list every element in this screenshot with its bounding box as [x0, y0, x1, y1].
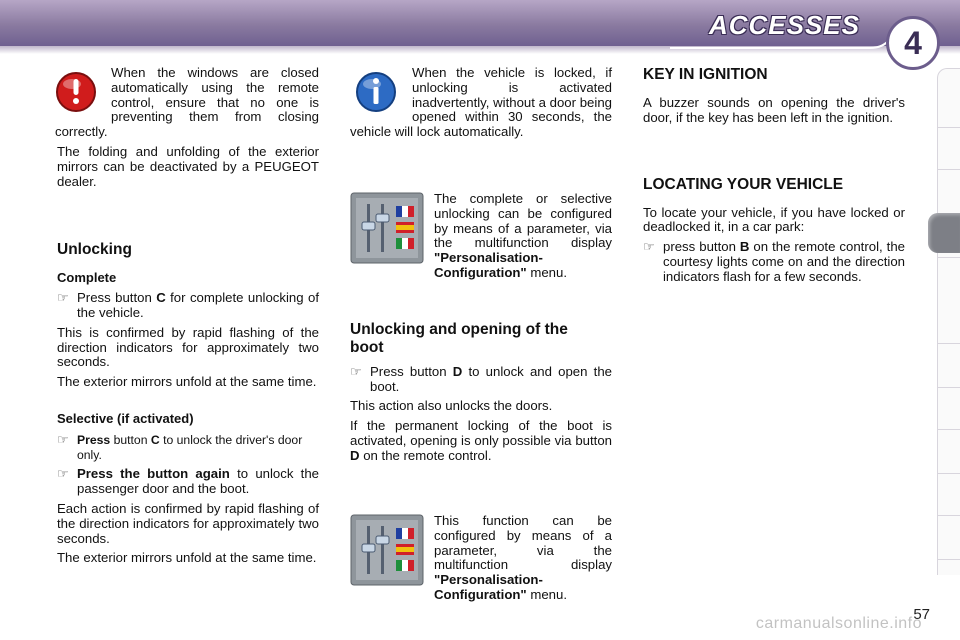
- button-d-label: D: [350, 447, 360, 463]
- page-number: 57: [913, 606, 930, 623]
- menu-name-personalisation: "Personalisation-Configuration": [434, 250, 543, 280]
- side-tab-divider: [938, 515, 960, 516]
- button-c-label: C: [156, 290, 166, 306]
- boot-bullet: [350, 365, 612, 395]
- boot-doors-paragraph: This action also unlocks the doors.: [350, 398, 553, 414]
- selective-bullet-1-text: Press button C to unlock the driver's door only.: [77, 432, 303, 462]
- locating-bullet: [643, 240, 905, 284]
- side-tab-divider: [938, 169, 960, 170]
- side-tab-active-chapter[interactable]: [928, 213, 960, 253]
- menu-name-personalisation: "Personalisation-Configuration": [434, 572, 543, 602]
- warning-note-text: When the windows are closed automatically using the remote control, ensure that no one is preventing them from closing correctly.: [55, 65, 319, 140]
- side-tab-divider: [938, 473, 960, 474]
- pointing-hand-icon: ☞: [57, 431, 69, 447]
- column-right: [643, 66, 905, 290]
- column-middle: [350, 65, 612, 602]
- setting-note-2: [350, 514, 612, 603]
- side-tab-divider: [938, 343, 960, 344]
- button-d-label: D: [452, 363, 463, 379]
- pointing-hand-icon: ☞: [643, 239, 655, 255]
- side-tab-divider: [938, 429, 960, 430]
- boot-heading: Unlocking and opening of the boot: [350, 320, 568, 356]
- setting-note-1-text: The complete or selective unlocking can be configured by means of a parameter, via the multifunction display "Personalisation-Configuration" menu.: [434, 190, 612, 280]
- locating-bullet-text: press button B on the remote control, the courtesy lights come on and the direction indicators flash for a few seconds.: [663, 239, 905, 284]
- key-in-ignition-paragraph: A buzzer sounds on opening the driver's door, if the key has been left in the ignition.: [643, 95, 905, 125]
- side-tab-divider: [938, 257, 960, 258]
- locating-paragraph: To locate your vehicle, if you have locked or deadlocked it, in a car park:: [643, 204, 905, 235]
- selective-bullet-2-text: Press the button again to unlock the passenger door and the boot.: [77, 466, 319, 497]
- button-c-label: C: [150, 432, 160, 447]
- boot-permanent-paragraph: If the permanent locking of the boot is activated, opening is only possible via button D on the remote control.: [350, 418, 612, 463]
- watermark: carmanualsonline.info: [755, 615, 922, 632]
- pointing-hand-icon: ☞: [350, 363, 362, 379]
- boot-bullet-text: Press button D to unlock and open the boot.: [370, 363, 612, 394]
- settings-sliders-flags-icon: [350, 192, 424, 264]
- selective-bullet-1: [57, 433, 319, 463]
- info-icon: [352, 66, 406, 118]
- chapter-number-badge: 4: [886, 16, 940, 70]
- selective-bullet-2: [57, 467, 319, 497]
- settings-sliders-flags-icon: [350, 514, 424, 586]
- chapter-title: ACCESSES: [708, 10, 860, 40]
- pointing-hand-icon: ☞: [57, 466, 69, 482]
- setting-note-1: [350, 192, 612, 281]
- selective-mirror-paragraph: The exterior mirrors unfold at the same time.: [57, 550, 317, 566]
- unlocking-heading: Unlocking: [57, 241, 132, 259]
- button-b-label: B: [739, 239, 750, 255]
- complete-mirror-paragraph: The exterior mirrors unfold at the same time.: [57, 374, 317, 390]
- column-left: [57, 66, 319, 571]
- setting-note-2-text: This function can be configured by means of a parameter, via the multifunction display "Personalisation-Configuration" menu.: [434, 513, 612, 602]
- side-tab-divider: [938, 127, 960, 128]
- exclamation-warning-icon: [51, 66, 105, 118]
- selective-confirm-paragraph: Each action is confirmed by rapid flashing of the direction indicators for approximately two seconds.: [57, 500, 319, 546]
- info-note: [350, 66, 612, 140]
- complete-bullet-text: Press button C for complete unlocking of the vehicle.: [77, 290, 319, 320]
- locating-heading: LOCATING YOUR VEHICLE: [643, 175, 844, 193]
- complete-confirm-paragraph: This is confirmed by rapid flashing of the direction indicators for approximately two seconds.: [57, 324, 319, 370]
- complete-bullet: [57, 291, 319, 321]
- complete-heading: Complete: [57, 270, 117, 286]
- selective-heading: Selective (if activated): [57, 410, 194, 426]
- side-tab-divider: [938, 387, 960, 388]
- mirror-paragraph: The folding and unfolding of the exterior mirrors can be deactivated by a PEUGEOT dealer.: [57, 143, 319, 189]
- pointing-hand-icon: ☞: [57, 290, 69, 306]
- side-tab-divider: [938, 559, 960, 560]
- warning-note: [55, 66, 319, 140]
- chapter-side-tabs: [937, 68, 960, 575]
- info-note-text: When the vehicle is locked, if unlocking is activated inadvertently, without a door being opened within 30 seconds, the vehicle will lock automatically.: [350, 65, 612, 140]
- key-in-ignition-heading: KEY IN IGNITION: [643, 66, 768, 83]
